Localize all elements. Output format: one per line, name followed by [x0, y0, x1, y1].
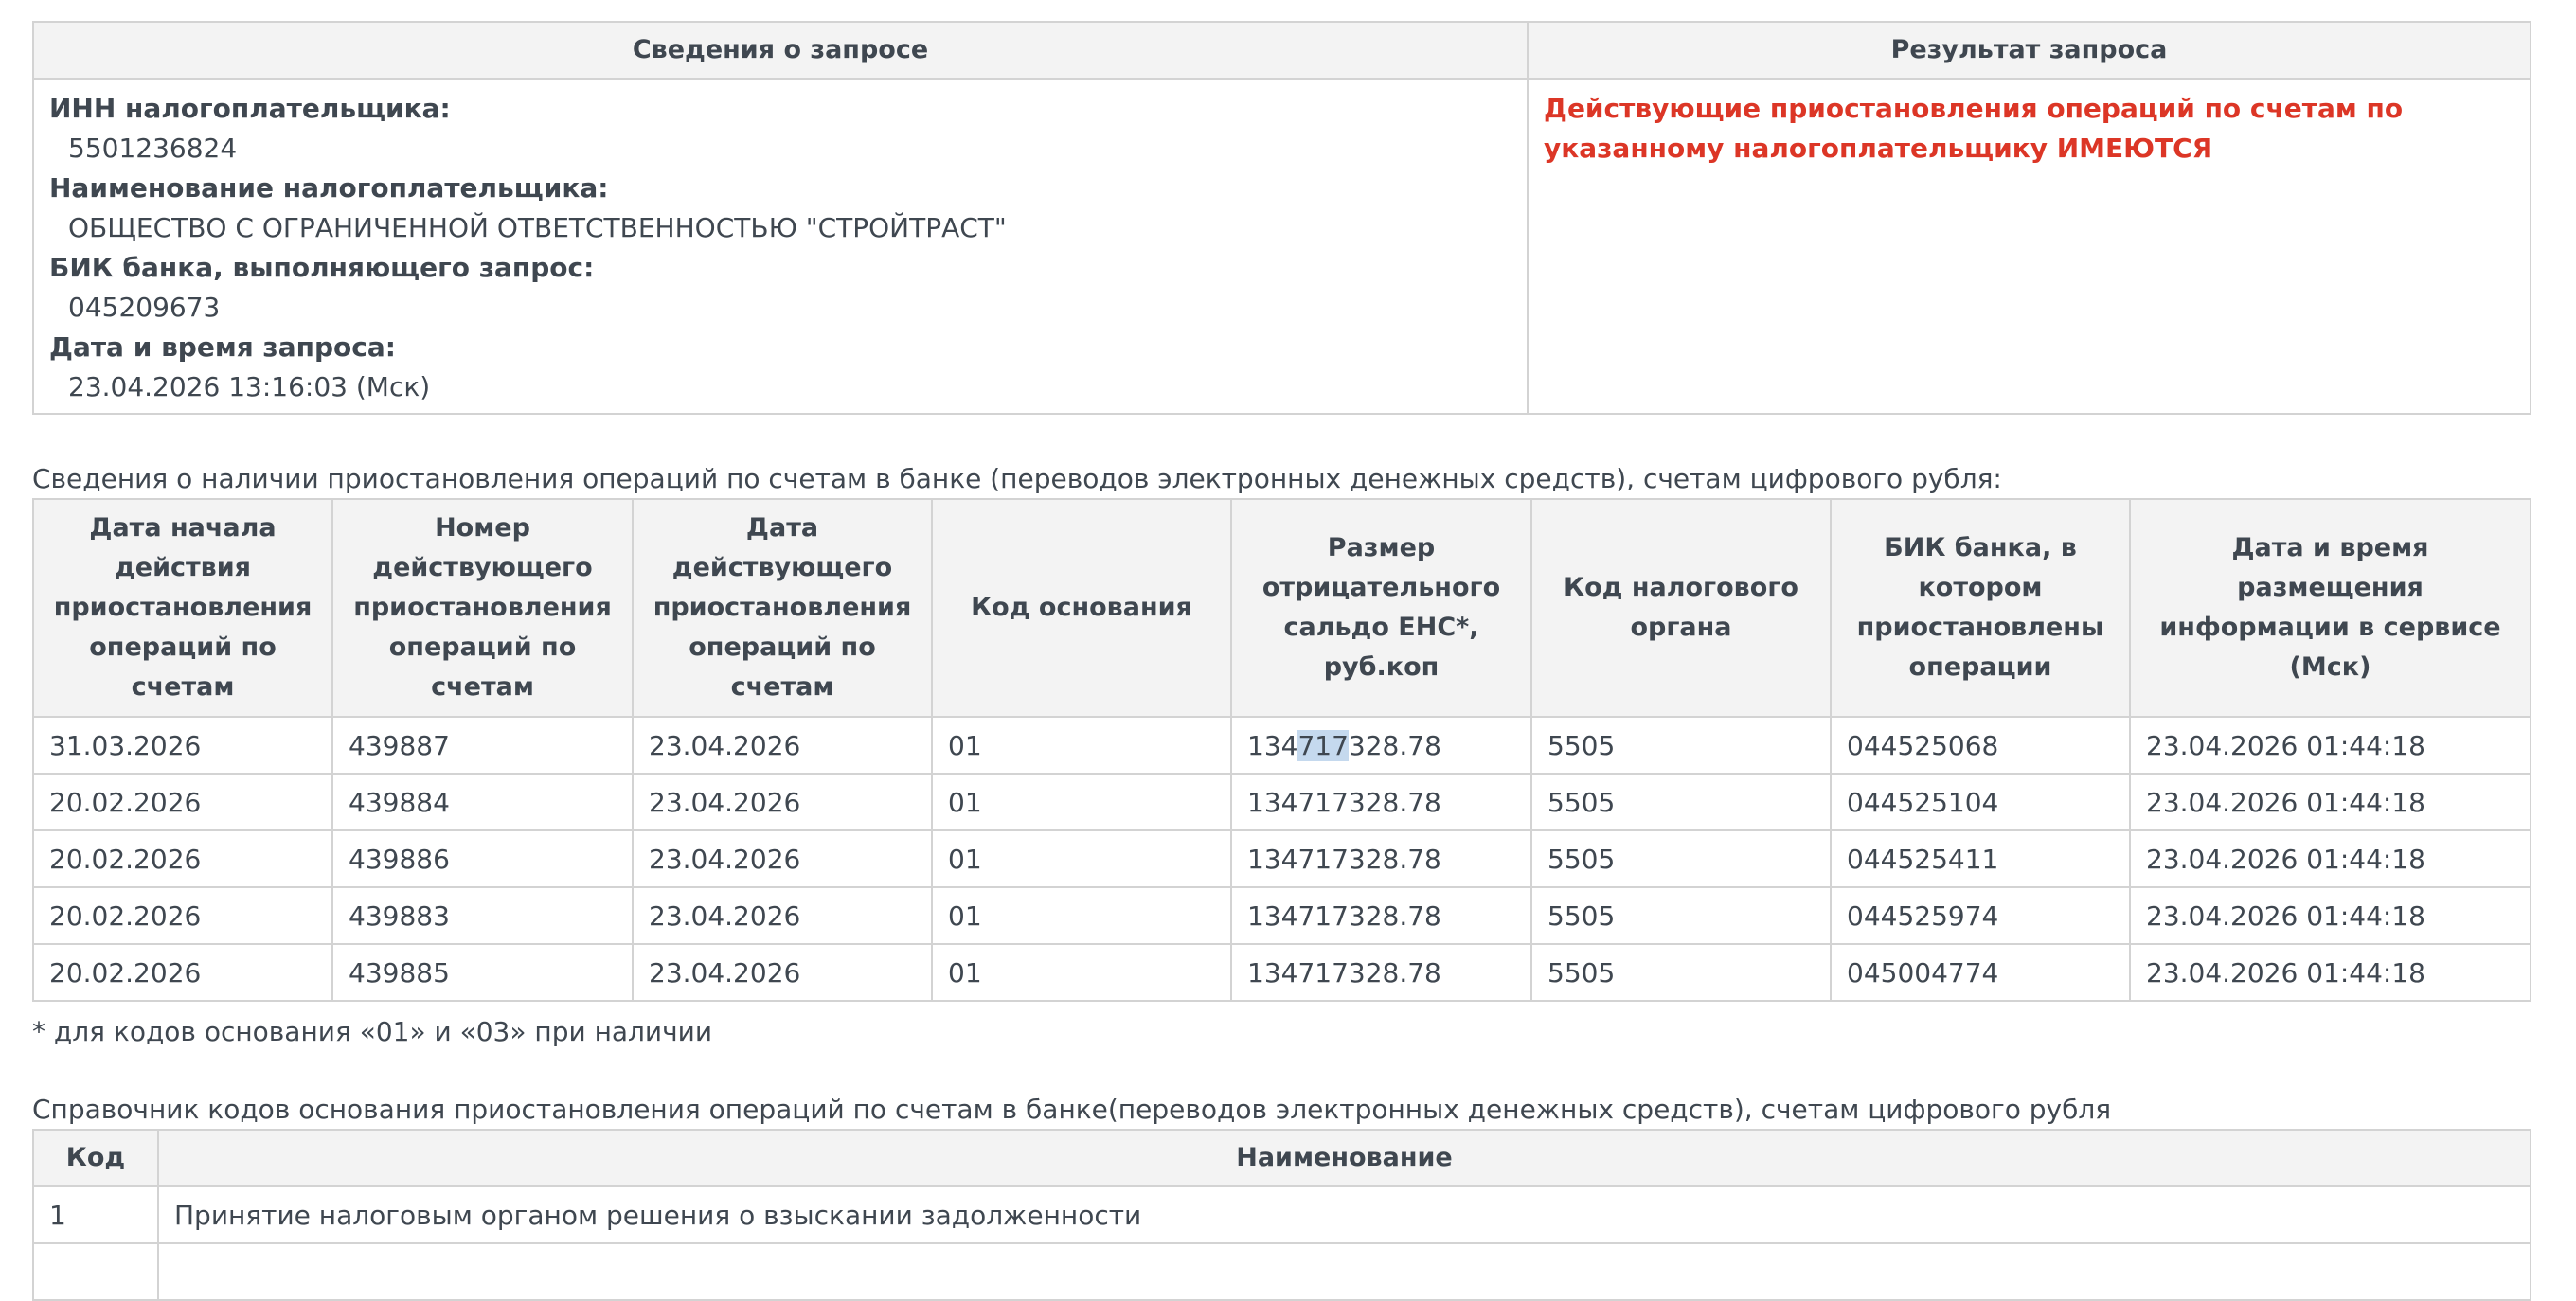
table-row: [33, 887, 2531, 944]
table-row: [33, 944, 2531, 1001]
code-cell: 1: [33, 1186, 158, 1243]
page-content: [32, 21, 2530, 1301]
start-date-cell: 20.02.2026: [33, 944, 332, 1001]
date-cell: 23.04.2026: [633, 944, 932, 1001]
bank-bik-label: БИК банка, выполняющего запрос:: [49, 252, 595, 283]
tax-office-cell: 5505: [1531, 887, 1831, 944]
table-row: [33, 1243, 2531, 1300]
request-result-header: Результат запроса: [1528, 22, 2531, 79]
date-cell: 23.04.2026: [633, 717, 932, 774]
balance-cell: 134717328.78: [1231, 774, 1531, 830]
start-date-cell: 31.03.2026: [33, 717, 332, 774]
col-start-date-header: Дата начала действия приостановления операций по счетам: [33, 499, 332, 717]
code-cell: [33, 1243, 158, 1300]
tax-office-cell: 5505: [1531, 830, 1831, 887]
reason-code-cell: 01: [932, 944, 1231, 1001]
result-alert-text: Действующие приостановления операций по счетам по указанному налогоплательщику ИМЕЮТСЯ: [1544, 93, 2404, 164]
tax-office-cell: 5505: [1531, 717, 1831, 774]
bank-bik-cell: 044525104: [1831, 774, 2130, 830]
request-info-header: Сведения о запросе: [33, 22, 1528, 79]
balance-cell: 134717328.78: [1231, 944, 1531, 1001]
table-row: [33, 774, 2531, 830]
codes-caption: Справочник кодов основания приостановления операций по счетам в банке(переводов электронных денежных средств), счетам цифрового рубля: [32, 1094, 2112, 1125]
col-date-header: Дата действующего приостановления операций по счетам: [633, 499, 932, 717]
suspensions-table: [32, 498, 2531, 1002]
col-balance-header: Размер отрицательного сальдо ЕНС*, руб.коп: [1231, 499, 1531, 717]
date-cell: 23.04.2026: [633, 887, 932, 944]
request-datetime-label: Дата и время запроса:: [49, 331, 396, 363]
footnote: * для кодов основания «01» и «03» при наличии: [32, 1016, 713, 1047]
posted-datetime-cell: 23.04.2026 01:44:18: [2130, 774, 2531, 830]
bank-bik-cell: 044525411: [1831, 830, 2130, 887]
date-cell: 23.04.2026: [633, 774, 932, 830]
col-number-header: Номер действующего приостановления операций по счетам: [332, 499, 633, 717]
start-date-cell: 20.02.2026: [33, 887, 332, 944]
table-row: [33, 717, 2531, 774]
number-cell: 439886: [332, 830, 633, 887]
reason-codes-table: [32, 1129, 2531, 1301]
col-posted-datetime-header: Дата и время размещения информации в сервисе (Мск): [2130, 499, 2531, 717]
reason-code-cell: 01: [932, 830, 1231, 887]
posted-datetime-cell: 23.04.2026 01:44:18: [2130, 830, 2531, 887]
table-row: [33, 1186, 2531, 1243]
codes-header-row: [33, 1130, 2531, 1186]
col-bank-bik-header: БИК банка, в котором приостановлены операции: [1831, 499, 2130, 717]
inn-label: ИНН налогоплательщика:: [49, 93, 451, 124]
request-result-cell: [1528, 79, 2531, 414]
reason-code-cell: 01: [932, 887, 1231, 944]
bank-bik-cell: 044525068: [1831, 717, 2130, 774]
balance-suffix: 328.78: [1348, 729, 1441, 761]
text-selection: 717: [1297, 729, 1349, 761]
balance-cell: 134717328.78: [1231, 830, 1531, 887]
tax-office-cell: 5505: [1531, 774, 1831, 830]
col-tax-office-header: Код налогового органа: [1531, 499, 1831, 717]
balance-prefix: 134: [1247, 729, 1298, 761]
suspensions-header-row: [33, 499, 2531, 717]
balance-cell: [1231, 717, 1531, 774]
request-info-cell: [33, 79, 1528, 414]
name-column-header: Наименование: [158, 1130, 2531, 1186]
posted-datetime-cell: 23.04.2026 01:44:18: [2130, 887, 2531, 944]
bank-bik-cell: 045004774: [1831, 944, 2130, 1001]
number-cell: 439885: [332, 944, 633, 1001]
start-date-cell: 20.02.2026: [33, 774, 332, 830]
number-cell: 439884: [332, 774, 633, 830]
reason-code-cell: 01: [932, 774, 1231, 830]
code-column-header: Код: [33, 1130, 158, 1186]
col-reason-code-header: Код основания: [932, 499, 1231, 717]
table-row: [33, 830, 2531, 887]
reason-code-cell: 01: [932, 717, 1231, 774]
posted-datetime-cell: 23.04.2026 01:44:18: [2130, 717, 2531, 774]
request-table-header: [33, 22, 2531, 79]
number-cell: 439887: [332, 717, 633, 774]
request-info-table: [32, 21, 2531, 415]
code-name-cell: Принятие налоговым органом решения о взыскании задолженности: [158, 1186, 2531, 1243]
date-cell: 23.04.2026: [633, 830, 932, 887]
request-datetime-value: 23.04.2026 13:16:03 (Мск): [68, 371, 431, 402]
balance-cell: 134717328.78: [1231, 887, 1531, 944]
suspensions-caption: Сведения о наличии приостановления операций по счетам в банке (переводов электронных денежных средств), счетам цифрового рубля:: [32, 463, 2002, 494]
start-date-cell: 20.02.2026: [33, 830, 332, 887]
code-name-cell: [158, 1243, 2531, 1300]
taxpayer-name-label: Наименование налогоплательщика:: [49, 172, 609, 204]
number-cell: 439883: [332, 887, 633, 944]
taxpayer-name-value: ОБЩЕСТВО С ОГРАНИЧЕННОЙ ОТВЕТСТВЕННОСТЬЮ "СТРОЙТРАСТ": [68, 212, 1007, 243]
tax-office-cell: 5505: [1531, 944, 1831, 1001]
bank-bik-cell: 044525974: [1831, 887, 2130, 944]
inn-value: 5501236824: [68, 133, 238, 164]
bank-bik-value: 045209673: [68, 292, 221, 323]
posted-datetime-cell: 23.04.2026 01:44:18: [2130, 944, 2531, 1001]
